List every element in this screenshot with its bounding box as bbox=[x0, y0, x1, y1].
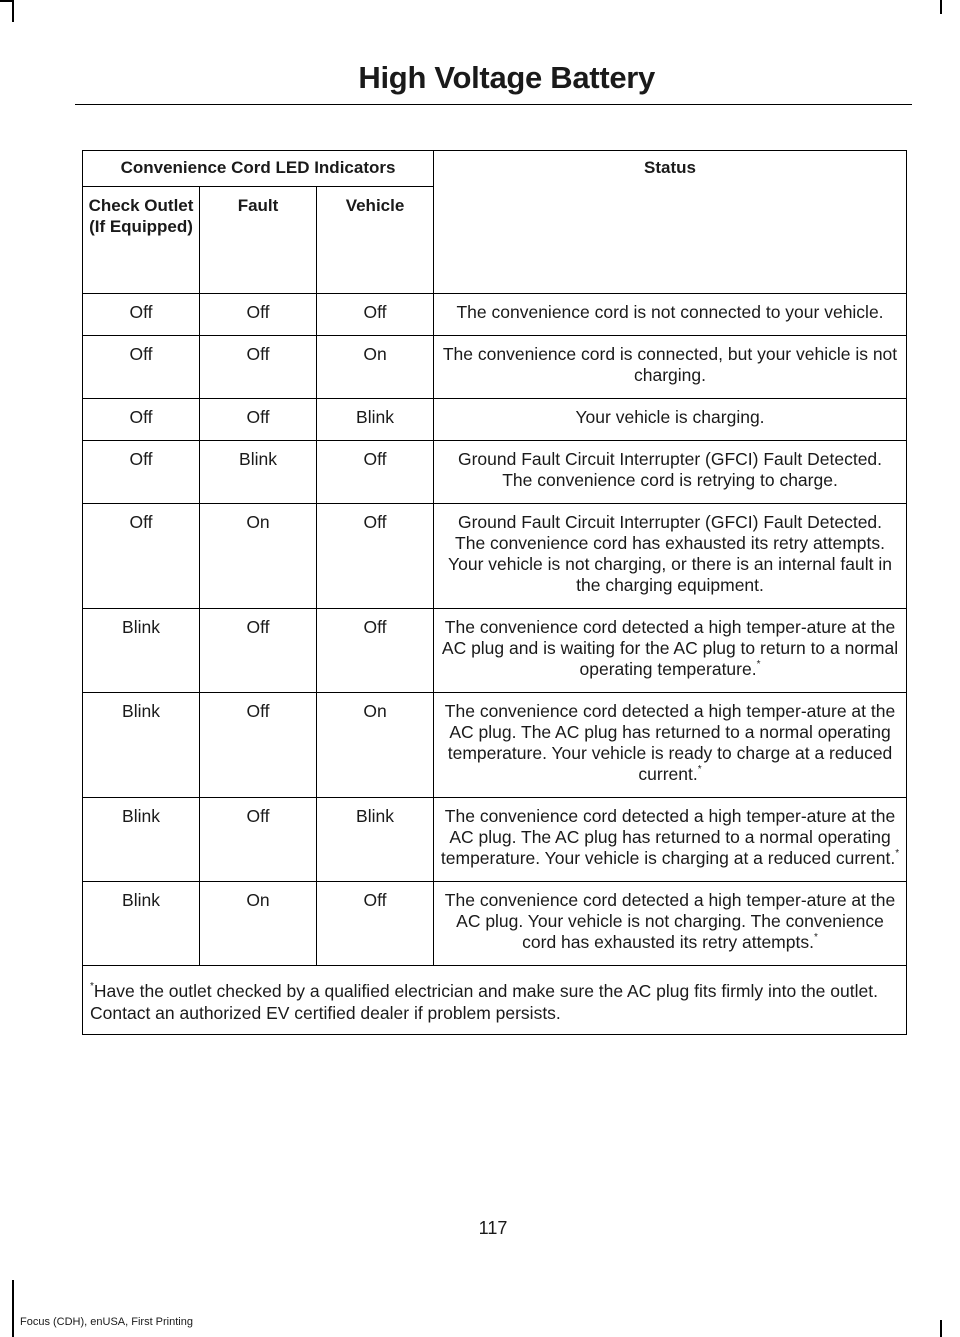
status-cell bbox=[434, 693, 907, 798]
status-text: Your vehicle is charging. bbox=[575, 407, 765, 427]
check-outlet-cell: Off bbox=[83, 504, 200, 609]
table-row bbox=[83, 693, 907, 798]
footnote-row bbox=[83, 966, 907, 1035]
status-cell bbox=[434, 882, 907, 966]
page-title: High Voltage Battery bbox=[358, 60, 655, 95]
crop-mark bbox=[940, 0, 942, 14]
vehicle-cell: On bbox=[317, 336, 434, 399]
status-text: The convenience cord is not connected to your vehicle. bbox=[456, 302, 884, 322]
status-text: Ground Fault Circuit Interrupter (GFCI) Fault Detected. bbox=[457, 512, 883, 532]
status-cell bbox=[434, 504, 907, 609]
check-outlet-cell: Blink bbox=[83, 882, 200, 966]
table-row bbox=[83, 441, 907, 504]
table-row bbox=[83, 882, 907, 966]
vehicle-cell: Off bbox=[317, 441, 434, 504]
table-row bbox=[83, 336, 907, 399]
check-outlet-cell: Blink bbox=[83, 693, 200, 798]
status-text: The convenience cord detected a high temper-ature at the AC plug. The AC plug has returned to a normal operating temperature. Your vehicle is ready to charge at a reduced current. bbox=[444, 701, 896, 784]
fault-cell: Off bbox=[200, 609, 317, 693]
fault-cell: Blink bbox=[200, 441, 317, 504]
header-led-indicators: Convenience Cord LED Indicators bbox=[83, 151, 434, 187]
status-cell bbox=[434, 441, 907, 504]
status-cell bbox=[434, 798, 907, 882]
footnote-marker: * bbox=[813, 932, 818, 943]
fault-cell: On bbox=[200, 504, 317, 609]
fault-cell: Off bbox=[200, 693, 317, 798]
vehicle-cell: On bbox=[317, 693, 434, 798]
crop-mark bbox=[940, 1320, 942, 1337]
check-outlet-cell: Off bbox=[83, 336, 200, 399]
table-row bbox=[83, 504, 907, 609]
header-check-outlet: Check Outlet (If Equipped) bbox=[83, 187, 200, 294]
fault-cell: Off bbox=[200, 798, 317, 882]
status-cell bbox=[434, 609, 907, 693]
status-cell bbox=[434, 294, 907, 336]
table-row bbox=[83, 294, 907, 336]
crop-mark bbox=[12, 1280, 14, 1337]
title-rule bbox=[75, 104, 912, 105]
table-row bbox=[83, 798, 907, 882]
check-outlet-cell: Off bbox=[83, 441, 200, 504]
check-outlet-cell: Blink bbox=[83, 609, 200, 693]
footnote-marker: * bbox=[697, 764, 702, 775]
header-vehicle: Vehicle bbox=[317, 187, 434, 294]
vehicle-cell: Blink bbox=[317, 798, 434, 882]
vehicle-cell: Off bbox=[317, 504, 434, 609]
vehicle-cell: Off bbox=[317, 609, 434, 693]
fault-cell: On bbox=[200, 882, 317, 966]
status-text-secondary: The convenience cord has exhausted its retry attempts. Your vehicle is not charging, or there is an internal fault in the charging equipment. bbox=[448, 533, 892, 595]
fault-cell: Off bbox=[200, 336, 317, 399]
led-indicator-table bbox=[82, 150, 907, 1035]
table-row bbox=[83, 609, 907, 693]
footer-edition: Focus (CDH), enUSA, First Printing bbox=[20, 1316, 193, 1328]
status-cell bbox=[434, 399, 907, 441]
footnote-marker: * bbox=[90, 981, 94, 992]
header-status: Status bbox=[434, 151, 907, 294]
status-text: The convenience cord detected a high temper-ature at the AC plug. Your vehicle is not charging. The convenience cord has exhausted its retry attempts. bbox=[444, 890, 896, 952]
footnote-marker: * bbox=[756, 659, 761, 670]
status-text: Ground Fault Circuit Interrupter (GFCI) Fault Detected. bbox=[457, 449, 883, 469]
table-row bbox=[83, 399, 907, 441]
status-text: The convenience cord detected a high temper-ature at the AC plug and is waiting for the AC plug to return to a normal operating temperature. bbox=[441, 617, 899, 679]
header-fault: Fault bbox=[200, 187, 317, 294]
fault-cell: Off bbox=[200, 294, 317, 336]
check-outlet-cell: Blink bbox=[83, 798, 200, 882]
status-text: The convenience cord detected a high temper-ature at the AC plug. The AC plug has returned to a normal operating temperature. Your vehicle is charging at a reduced current. bbox=[440, 806, 896, 868]
vehicle-cell: Off bbox=[317, 882, 434, 966]
footnote-marker: * bbox=[895, 848, 900, 859]
fault-cell: Off bbox=[200, 399, 317, 441]
footnote-text: Have the outlet checked by a qualified electrician and make sure the AC plug fits firmly into the outlet. Contact an authorized EV certified dealer if problem persists. bbox=[90, 981, 878, 1023]
vehicle-cell: Blink bbox=[317, 399, 434, 441]
check-outlet-cell: Off bbox=[83, 294, 200, 336]
vehicle-cell: Off bbox=[317, 294, 434, 336]
status-cell bbox=[434, 336, 907, 399]
status-text: The convenience cord is connected, but your vehicle is not charging. bbox=[442, 344, 898, 385]
page-number: 117 bbox=[478, 1218, 508, 1238]
check-outlet-cell: Off bbox=[83, 399, 200, 441]
crop-mark bbox=[12, 0, 14, 22]
status-text-secondary: The convenience cord is retrying to charge. bbox=[502, 470, 838, 490]
footnote-cell bbox=[83, 966, 907, 1035]
